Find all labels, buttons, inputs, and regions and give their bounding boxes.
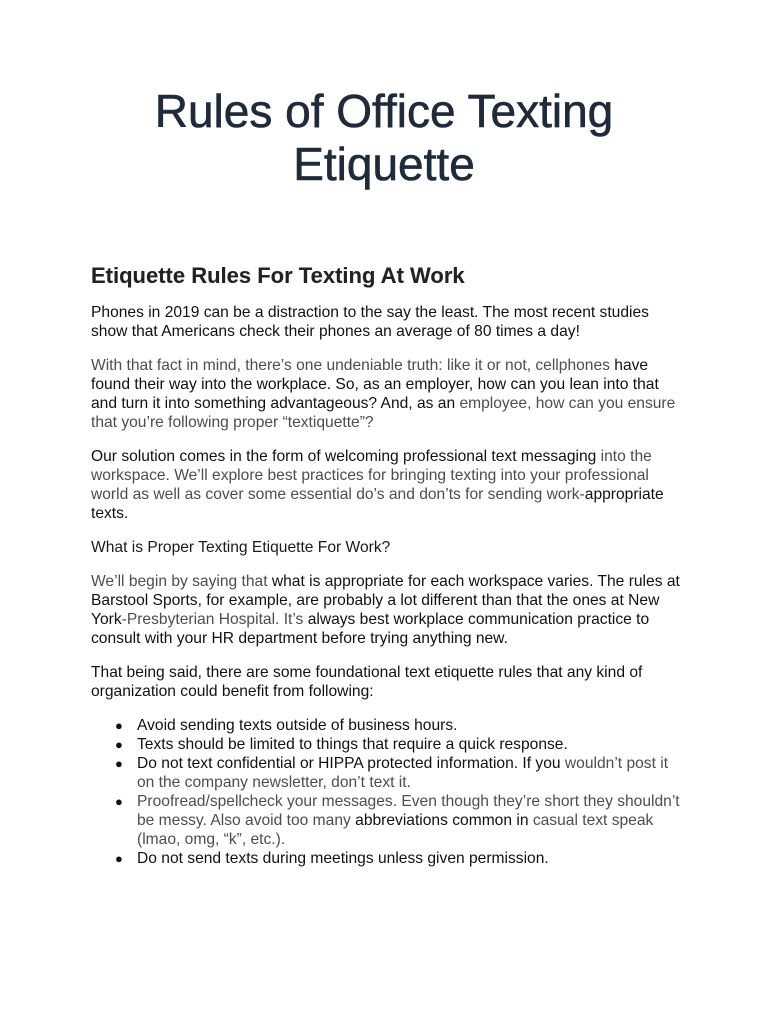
list-item xyxy=(91,754,681,792)
intro-text-c: ! xyxy=(575,323,580,340)
rule-text: Texts should be limited to things that require a quick response. xyxy=(137,736,568,753)
rule-text: Avoid sending texts outside of business hours. xyxy=(137,717,458,734)
list-item xyxy=(91,792,681,849)
document-title-line-2: Etiquette xyxy=(293,138,475,190)
varies-text-e: to consult with your HR department before trying anything new. xyxy=(91,611,650,647)
paragraph-solution xyxy=(91,447,681,523)
truth-text-c: employee, how can you ensure that you’re following proper “textiquette”? xyxy=(91,395,676,431)
rules-list xyxy=(91,716,681,868)
rule-link-abbreviations[interactable]: abbreviations common in xyxy=(355,812,529,829)
paragraph-foundational-rules: That being said, there are some foundational text etiquette rules that any kind of organization could benefit from following: xyxy=(91,664,643,700)
paragraph-workspace-varies xyxy=(91,572,681,648)
list-item xyxy=(91,849,681,868)
section-heading: Etiquette Rules For Texting At Work xyxy=(91,263,465,288)
rule-text: Do not send texts during meetings unless given permission. xyxy=(137,850,549,867)
rule-text: Proofread/spellcheck your messages. Even though they’re short they shouldn’t be messy. Also avoid too many xyxy=(137,793,680,829)
varies-text-c: -Presbyterian Hospital. It’s xyxy=(121,611,308,628)
varies-link-appropriate[interactable]: what is appropriate for each workspace varies. The rules at Barstool Sports, for example, are probably a lot different than that the ones at New York xyxy=(91,573,680,628)
solution-text-a: Our solution comes in the form of welcoming xyxy=(91,448,404,465)
paragraph-intro xyxy=(91,303,681,341)
varies-text-a: We’ll begin by saying that xyxy=(91,573,272,590)
varies-link-best-practice[interactable]: always best workplace communication practice xyxy=(307,611,632,628)
rule-text: Do not text confidential or HIPPA protected information. If you xyxy=(137,755,565,772)
truth-text-a: With that fact in mind, there’s one undeniable truth: like it or not, cellphones xyxy=(91,357,615,374)
solution-text-c: into the workspace. We’ll explore best practices for bringing texting into your professional world as well as cover some essential do’s and don’ts for sending work- xyxy=(91,448,652,503)
paragraph-undeniable-truth xyxy=(91,356,681,432)
bullet-icon: ● xyxy=(115,737,123,752)
rule-text-continued: casual text speak (lmao, omg, “k”, etc.). xyxy=(137,812,654,848)
subheading-proper-etiquette: What is Proper Texting Etiquette For Work? xyxy=(91,539,391,556)
document-title-line-1: Rules of Office Texting xyxy=(154,85,614,137)
solution-link-professional-texting[interactable]: professional text messaging xyxy=(403,448,597,465)
intro-link-phone-checks[interactable]: check their phones an average of 80 times a day xyxy=(239,323,576,340)
truth-text-b: have found their way into the workplace. So, as an employer, how can you lean into that and turn it into something advantageous? And, as an xyxy=(91,357,659,412)
bullet-icon: ● xyxy=(115,756,123,771)
document-title xyxy=(0,85,768,191)
bullet-icon: ● xyxy=(115,851,123,866)
bullet-icon: ● xyxy=(115,718,123,733)
intro-text-a: Phones in 2019 can be a distraction to the say the least. The most recent studies show that Americans xyxy=(91,304,649,340)
bullet-icon: ● xyxy=(115,794,123,809)
rule-text-continued: wouldn’t post it on the company newsletter, don’t text it. xyxy=(137,755,669,791)
list-item xyxy=(91,735,681,754)
list-item xyxy=(91,716,681,735)
document-body xyxy=(91,262,681,868)
solution-text-d: appropriate texts. xyxy=(91,486,664,522)
